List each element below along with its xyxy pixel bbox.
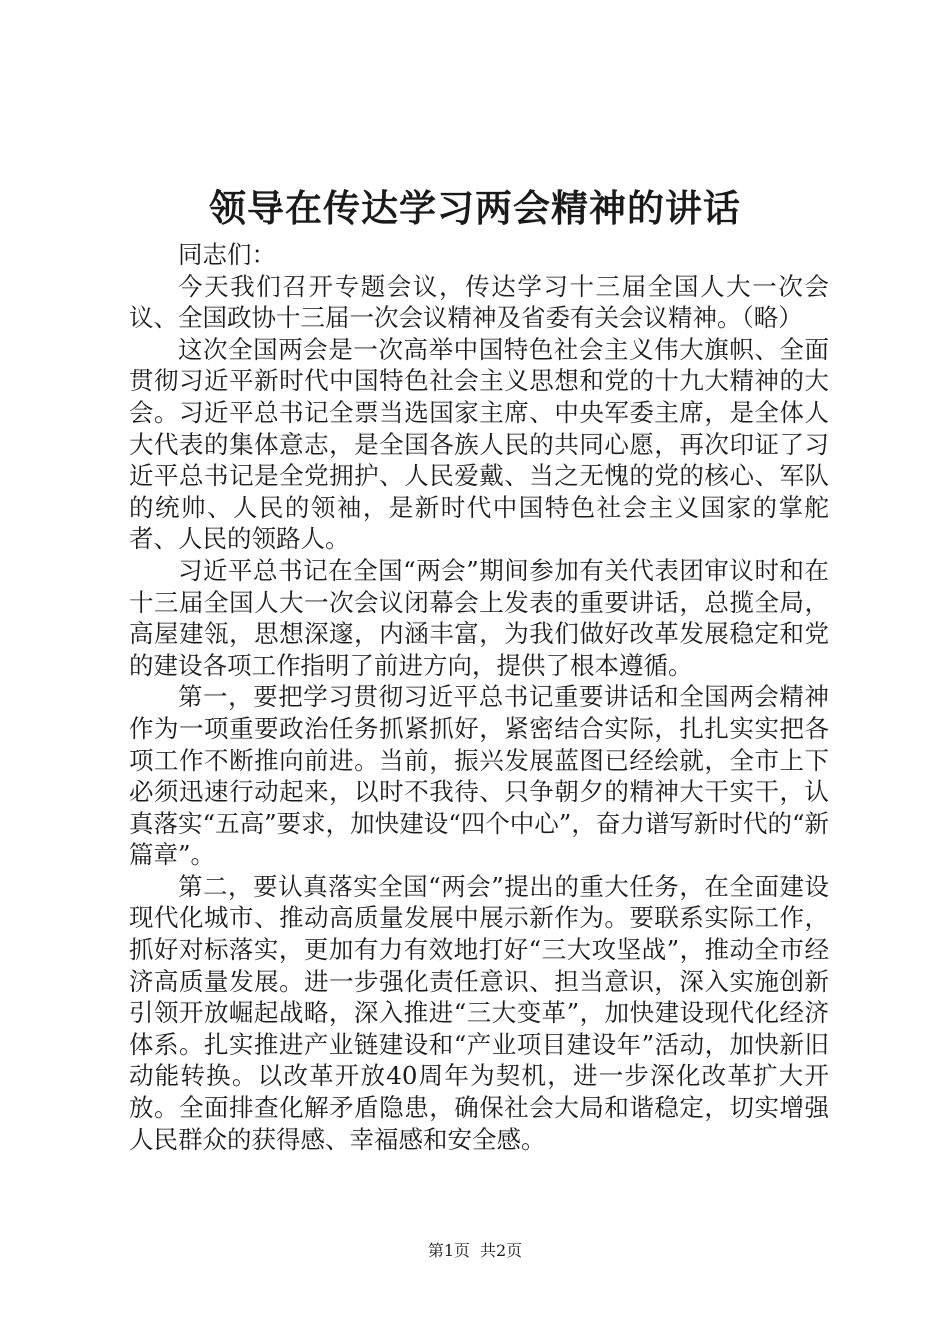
paragraph-second: 第二，要认真落实全国“两会”提出的重大任务，在全面建设现代化城市、推动高质量发展中展示新作为。要联系实际工作，抓好对标落实，更加有力有效地打好“三大攻坚战”，推动全市经济高质量发展。进一步强化责任意识、担当意识，深入实施创新引领开放崛起战略，深入推进“三大变革”，加快建设现代化经济体系。扎实推进产业链建设和“产业项目建设年”活动，加快新旧动能转换。以改革开放40周年为契机，进一步深化改革扩大开放。全面排查化解矛盾隐患，确保社会大局和谐稳定，切实增强人民群众的获得感、幸福感和安全感。 [129, 871, 829, 1154]
salutation: 同志们： [178, 240, 276, 269]
page-number: 第1页 [427, 1241, 470, 1260]
page-footer [0, 1240, 950, 1262]
document-title: 领导在传达学习两会精神的讲话 [209, 186, 741, 230]
page-total: 共2页 [480, 1241, 523, 1260]
paragraph-intro: 今天我们召开专题会议，传达学习十三届全国人大一次会议、全国政协十三届一次会议精神及省委有关会议精神。（略） [129, 271, 829, 333]
paragraph-speech: 习近平总书记在全国“两会”期间参加有关代表团审议时和在十三届全国人大一次会议闭幕会上发表的重要讲话，总揽全局，高屋建瓴，思想深邃，内涵丰富，为我们做好改革发展稳定和党的建设各项工作指明了前进方向，提供了根本遵循。 [129, 555, 829, 680]
paragraph-significance: 这次全国两会是一次高举中国特色社会主义伟大旗帜、全面贯彻习近平新时代中国特色社会主义思想和党的十九大精神的大会。习近平总书记全票当选国家主席、中央军委主席，是全体人大代表的集体意志，是全国各族人民的共同心愿，再次印证了习近平总书记是全党拥护、人民爱戴、当之无愧的党的核心、军队的统帅、人民的领袖，是新时代中国特色社会主义国家的掌舵者、人民的领路人。 [129, 334, 829, 554]
paragraph-first: 第一，要把学习贯彻习近平总书记重要讲话和全国两会精神作为一项重要政治任务抓紧抓好，紧密结合实际，扎扎实实把各项工作不断推向前进。当前，振兴发展蓝图已经绘就，全市上下必须迅速行动起来，以时不我待、只争朝夕的精神大干实干，认真落实“五高”要求，加快建设“四个中心”，奋力谱写新时代的“新篇章”。 [129, 682, 829, 870]
document-body [129, 239, 829, 1155]
